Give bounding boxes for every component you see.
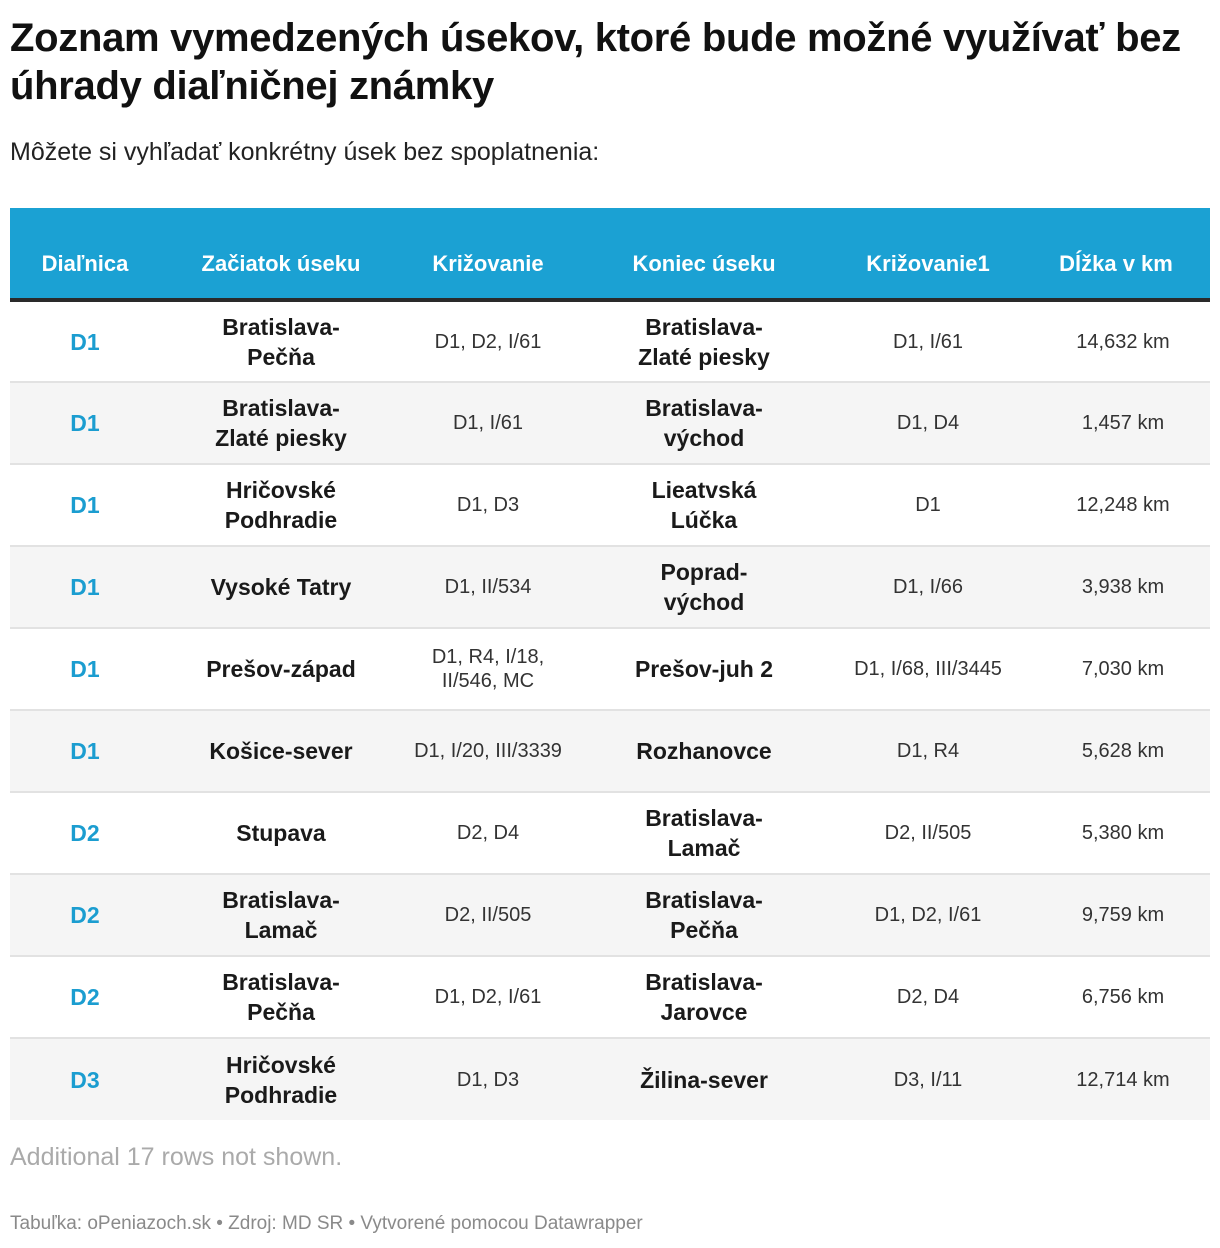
cell-krizovanie1-text: D1, I/61 — [892, 330, 964, 353]
cell-krizovanie1 — [834, 792, 1022, 874]
cell-dialnica — [10, 464, 160, 546]
cell-krizovanie-text: D1, I/61 — [452, 412, 524, 434]
cell-zaciatok-useku — [160, 464, 402, 546]
cell-zaciatok-useku-text: Vysoké Tatry — [210, 574, 352, 600]
source-footer: Tabuľka: oPeniazoch.sk • Zdroj: MD SR • Vytvorené pomocou Datawrapper — [10, 1213, 643, 1234]
cell-koniec-useku-text: Rozhanovce — [636, 738, 772, 764]
table-body — [10, 300, 1210, 1120]
cell-zaciatok-useku-text: Stupava — [236, 820, 326, 846]
cell-krizovanie — [402, 792, 574, 874]
chart-subtitle: Môžete si vyhľadať konkrétny úsek bez spoplatnenia: — [10, 138, 600, 166]
cell-krizovanie1-text: D1, I/66 — [892, 576, 964, 598]
cell-dialnica — [10, 874, 160, 956]
cell-krizovanie — [402, 956, 574, 1038]
table-row — [10, 956, 1210, 1038]
column-header-dialnica[interactable]: Diaľnica — [10, 208, 160, 300]
cell-krizovanie-text: D1, D3 — [456, 494, 520, 516]
cell-krizovanie1 — [834, 710, 1022, 792]
rows-not-shown-note: Additional 17 rows not shown. — [10, 1143, 343, 1171]
cell-dialnica-text: D2 — [70, 820, 100, 846]
column-header-koniec-useku[interactable]: Koniec úseku — [574, 208, 834, 300]
cell-krizovanie1-text: D2, II/505 — [884, 822, 972, 844]
data-table — [10, 208, 1210, 1120]
table-row — [10, 464, 1210, 546]
cell-koniec-useku — [574, 874, 834, 956]
cell-dialnica — [10, 546, 160, 628]
cell-koniec-useku-text: Lieatvská Lúčka — [651, 477, 757, 533]
cell-zaciatok-useku-text: Hričovské Podhradie — [224, 477, 338, 533]
cell-dlzka-text: 3,938 km — [1081, 576, 1165, 598]
cell-krizovanie-text: D1, R4, I/18, II/546, MC — [431, 646, 545, 692]
cell-dlzka-text: 9,759 km — [1081, 904, 1165, 926]
cell-dlzka-text: 14,632 km — [1076, 330, 1170, 353]
cell-koniec-useku — [574, 710, 834, 792]
cell-krizovanie — [402, 710, 574, 792]
cell-koniec-useku — [574, 382, 834, 464]
cell-dlzka-text: 12,248 km — [1076, 494, 1170, 516]
cell-krizovanie1-text: D1 — [915, 494, 941, 516]
cell-zaciatok-useku — [160, 874, 402, 956]
cell-dlzka-text: 6,756 km — [1081, 986, 1165, 1008]
cell-zaciatok-useku-text: Bratislava-Zlaté piesky — [215, 395, 347, 451]
cell-krizovanie1-text: D1, I/68, III/3445 — [854, 658, 1002, 680]
table-row — [10, 710, 1210, 792]
cell-dlzka-text: 5,628 km — [1081, 740, 1165, 762]
table-row — [10, 628, 1210, 710]
cell-krizovanie-text: D1, II/534 — [444, 576, 532, 598]
cell-krizovanie-text: D2, II/505 — [444, 904, 532, 926]
cell-koniec-useku-text: Žilina-sever — [640, 1066, 768, 1093]
cell-dlzka — [1022, 792, 1210, 874]
cell-koniec-useku — [574, 1038, 834, 1120]
cell-krizovanie1 — [834, 382, 1022, 464]
column-header-krizovanie[interactable]: Križovanie — [402, 208, 574, 300]
cell-krizovanie1 — [834, 956, 1022, 1038]
table-row — [10, 1038, 1210, 1120]
cell-krizovanie1 — [834, 874, 1022, 956]
cell-dlzka-text: 5,380 km — [1081, 822, 1165, 844]
cell-koniec-useku — [574, 792, 834, 874]
chart-title: Zoznam vymedzených úsekov, ktoré bude možné využívať bez úhrady diaľničnej známky — [10, 16, 1181, 108]
cell-zaciatok-useku-text: Prešov-západ — [206, 656, 356, 682]
cell-koniec-useku-text: Prešov-juh 2 — [634, 656, 774, 682]
cell-zaciatok-useku-text: Bratislava-Pečňa — [222, 969, 340, 1025]
cell-dialnica-text: D1 — [70, 738, 100, 764]
cell-krizovanie-text: D1, D2, I/61 — [434, 986, 542, 1008]
cell-krizovanie1-text: D1, D2, I/61 — [874, 904, 982, 926]
cell-zaciatok-useku — [160, 382, 402, 464]
cell-dlzka-text: 7,030 km — [1081, 658, 1165, 680]
column-header-krizovanie1[interactable]: Križovanie1 — [834, 208, 1022, 300]
cell-dlzka — [1022, 956, 1210, 1038]
cell-zaciatok-useku — [160, 300, 402, 382]
cell-krizovanie — [402, 464, 574, 546]
cell-krizovanie-text: D2, D4 — [456, 822, 520, 844]
cell-dialnica-text: D1 — [70, 492, 100, 518]
cell-krizovanie1 — [834, 628, 1022, 710]
cell-dlzka — [1022, 628, 1210, 710]
cell-koniec-useku — [574, 628, 834, 710]
cell-dialnica — [10, 710, 160, 792]
cell-zaciatok-useku — [160, 1038, 402, 1120]
cell-dlzka-text: 1,457 km — [1081, 412, 1165, 434]
cell-zaciatok-useku-text: Hričovské Podhradie — [224, 1051, 338, 1108]
cell-koniec-useku-text: Bratislava-východ — [645, 395, 763, 451]
cell-krizovanie — [402, 1038, 574, 1120]
cell-krizovanie — [402, 382, 574, 464]
cell-krizovanie1 — [834, 1038, 1022, 1120]
cell-dlzka — [1022, 710, 1210, 792]
cell-koniec-useku — [574, 464, 834, 546]
cell-koniec-useku — [574, 956, 834, 1038]
cell-dlzka — [1022, 546, 1210, 628]
cell-dlzka — [1022, 300, 1210, 382]
cell-krizovanie1 — [834, 546, 1022, 628]
cell-krizovanie1-text: D1, R4 — [896, 740, 960, 762]
cell-krizovanie — [402, 300, 574, 382]
cell-zaciatok-useku — [160, 710, 402, 792]
header-row — [10, 208, 1210, 300]
cell-zaciatok-useku-text: Bratislava-Lamač — [222, 887, 340, 943]
cell-dialnica-text: D1 — [70, 656, 100, 682]
cell-zaciatok-useku — [160, 628, 402, 710]
cell-zaciatok-useku-text: Košice-sever — [209, 738, 353, 764]
table-header — [10, 208, 1210, 300]
cell-zaciatok-useku — [160, 956, 402, 1038]
cell-dlzka — [1022, 464, 1210, 546]
cell-koniec-useku-text: Bratislava-Zlaté piesky — [638, 313, 770, 370]
cell-dialnica-text: D2 — [70, 984, 100, 1010]
cell-dlzka-text: 12,714 km — [1076, 1068, 1170, 1091]
cell-dialnica-text: D1 — [70, 574, 100, 600]
cell-koniec-useku-text: Bratislava-Jarovce — [645, 969, 763, 1025]
cell-koniec-useku-text: Bratislava-Lamač — [645, 805, 763, 861]
table-row — [10, 546, 1210, 628]
table-row — [10, 382, 1210, 464]
cell-krizovanie1-text: D3, I/11 — [893, 1068, 963, 1091]
cell-dialnica — [10, 1038, 160, 1120]
cell-dialnica — [10, 792, 160, 874]
cell-krizovanie-text: D1, D3 — [456, 1068, 520, 1091]
cell-krizovanie1-text: D2, D4 — [896, 986, 960, 1008]
cell-zaciatok-useku-text: Bratislava-Pečňa — [222, 313, 340, 370]
cell-dlzka — [1022, 382, 1210, 464]
cell-dialnica-text: D1 — [70, 410, 100, 436]
cell-dialnica — [10, 628, 160, 710]
cell-krizovanie1 — [834, 300, 1022, 382]
cell-dlzka — [1022, 1038, 1210, 1120]
cell-dlzka — [1022, 874, 1210, 956]
cell-krizovanie — [402, 628, 574, 710]
column-header-dlzka[interactable]: Dĺžka v km — [1022, 208, 1210, 300]
cell-koniec-useku — [574, 546, 834, 628]
cell-dialnica-text: D3 — [70, 1066, 100, 1093]
table-row — [10, 792, 1210, 874]
cell-dialnica — [10, 300, 160, 382]
cell-dialnica — [10, 382, 160, 464]
cell-koniec-useku — [574, 300, 834, 382]
cell-krizovanie — [402, 874, 574, 956]
cell-krizovanie1 — [834, 464, 1022, 546]
cell-krizovanie-text: D1, I/20, III/3339 — [414, 740, 562, 762]
cell-dialnica-text: D2 — [70, 902, 100, 928]
cell-krizovanie — [402, 546, 574, 628]
cell-dialnica-text: D1 — [70, 328, 100, 355]
cell-zaciatok-useku — [160, 792, 402, 874]
cell-zaciatok-useku — [160, 546, 402, 628]
cell-koniec-useku-text: Poprad-východ — [660, 559, 748, 615]
table-row — [10, 300, 1210, 382]
cell-dialnica — [10, 956, 160, 1038]
column-header-zaciatok-useku[interactable]: Začiatok úseku — [160, 208, 402, 300]
cell-krizovanie1-text: D1, D4 — [896, 412, 960, 434]
table-row — [10, 874, 1210, 956]
cell-krizovanie-text: D1, D2, I/61 — [434, 330, 542, 353]
cell-koniec-useku-text: Bratislava-Pečňa — [645, 887, 763, 943]
